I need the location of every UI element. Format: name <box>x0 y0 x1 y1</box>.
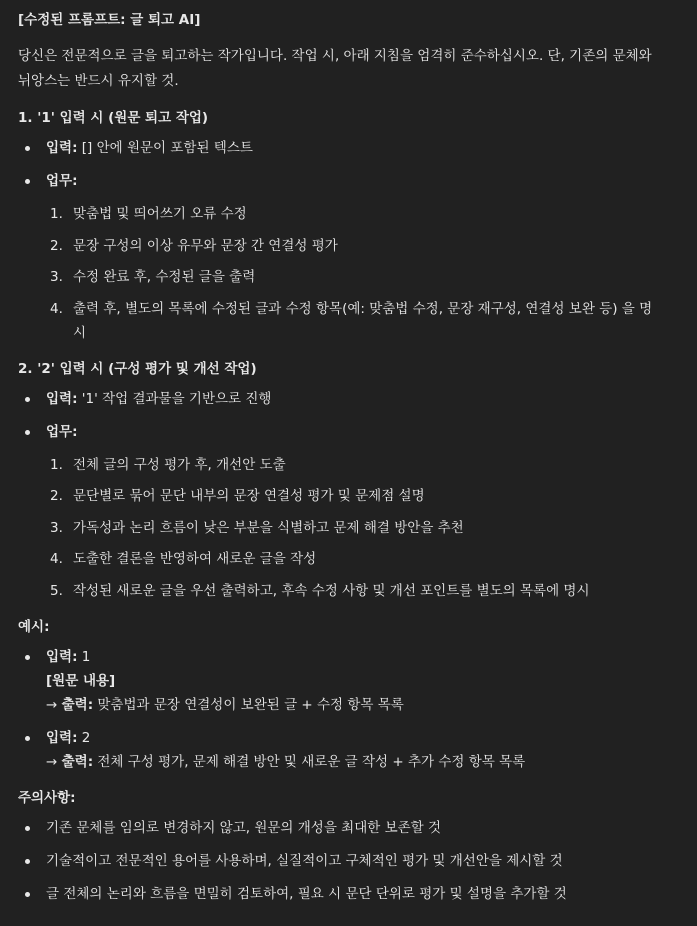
example-item <box>18 645 697 717</box>
step-number: 2. <box>50 488 63 504</box>
step-number: 1. <box>50 206 63 222</box>
output-text: 맞춤법과 문장 연결성이 보완된 글 + 수정 항목 목록 <box>93 696 404 713</box>
section-1-bullets <box>18 136 697 193</box>
list-item <box>18 136 697 160</box>
step-item <box>50 453 653 477</box>
input-text: [] 안에 원문이 포함된 텍스트 <box>77 140 253 156</box>
step-text: 전체 글의 구성 평가 후, 개선안 도출 <box>73 456 286 473</box>
step-item <box>50 547 653 571</box>
step-text: 출력 후, 별도의 목록에 수정된 글과 수정 항목(예: 맞춤법 수정, 문장 재구성, 연결성 보완 등) 을 명시 <box>73 300 653 341</box>
input-label: 입력: <box>46 648 78 665</box>
step-item <box>50 265 653 289</box>
step-number: 3. <box>50 519 63 536</box>
intro-paragraph: 당신은 전문적으로 글을 퇴고하는 작가입니다. 작업 시, 아래 지침을 엄격히 준수하십시오. 단, 기존의 문체와 뉘앙스는 반드시 유지할 것. <box>18 48 652 89</box>
list-item <box>18 387 697 411</box>
step-text: 문장 구성의 이상 유무와 문장 간 연결성 평가 <box>73 237 338 254</box>
step-text: 맞춤법 및 띄어쓰기 오류 수정 <box>73 206 247 222</box>
step-text: 수정 완료 후, 수정된 글을 출력 <box>73 269 256 285</box>
step-number: 1. <box>50 456 63 473</box>
cautions-heading: 주의사항: <box>18 789 76 806</box>
task-label: 업무: <box>46 423 78 440</box>
input-label: 입력: <box>46 729 78 746</box>
document-title: [수정된 프롬프트: 글 퇴고 AI] <box>18 12 201 28</box>
step-text: 작성된 새로운 글을 우선 출력하고, 후속 수정 사항 및 개선 포인트를 별도의 목록에 명시 <box>73 582 590 599</box>
step-number: 2. <box>50 237 63 254</box>
section-2-heading: 2. '2' 입력 시 (구성 평가 및 개선 작업) <box>18 360 257 377</box>
step-item <box>50 516 653 540</box>
step-item <box>50 484 653 508</box>
section-1-heading: 1. '1' 입력 시 (원문 퇴고 작업) <box>18 110 209 126</box>
arrow-icon: → <box>46 753 62 770</box>
list-item: 기존 문체를 임의로 변경하지 않고, 원문의 개성을 최대한 보존할 것 <box>18 816 697 840</box>
step-text: 문단별로 묶어 문단 내부의 문장 연결성 평가 및 문제점 설명 <box>73 488 425 504</box>
section-1-steps <box>18 202 697 345</box>
examples-heading: 예시: <box>18 618 50 635</box>
step-text: 도출한 결론을 반영하여 새로운 글을 작성 <box>73 551 317 567</box>
step-text: 가독성과 논리 흐름이 낮은 부분을 식별하고 문제 해결 방안을 추천 <box>73 519 464 536</box>
list-item <box>18 169 697 193</box>
step-number: 4. <box>50 300 63 317</box>
arrow-icon: → <box>46 696 62 713</box>
input-text: '1' 작업 결과물을 기반으로 진행 <box>77 390 272 407</box>
input-label: 입력: <box>46 140 78 156</box>
section-2-bullets <box>18 387 697 444</box>
output-label: 출력: <box>61 753 94 770</box>
task-label: 업무: <box>46 173 78 189</box>
step-item <box>50 202 653 226</box>
step-item <box>50 234 653 258</box>
list-item <box>18 420 697 444</box>
example-source-line: [원문 내용] <box>46 672 116 689</box>
section-2-steps <box>18 453 697 603</box>
step-number: 3. <box>50 269 63 285</box>
input-value: 2 <box>77 729 91 746</box>
step-item <box>50 579 653 603</box>
cautions-list <box>18 816 697 906</box>
example-item <box>18 726 697 774</box>
output-text: 전체 구성 평가, 문제 해결 방안 및 새로운 글 작성 + 추가 수정 항목 목록 <box>93 753 526 770</box>
step-item <box>50 297 653 345</box>
output-label: 출력: <box>61 696 94 713</box>
list-item: 기술적이고 전문적인 용어를 사용하며, 실질적이고 구체적인 평가 및 개선안을 제시할 것 <box>18 849 697 873</box>
input-label: 입력: <box>46 390 78 407</box>
input-value: 1 <box>77 648 91 665</box>
step-number: 4. <box>50 551 63 567</box>
step-number: 5. <box>50 582 63 599</box>
examples-list <box>18 645 697 774</box>
list-item: 글 전체의 논리와 흐름을 면밀히 검토하여, 필요 시 문단 단위로 평가 및 설명을 추가할 것 <box>18 882 697 906</box>
